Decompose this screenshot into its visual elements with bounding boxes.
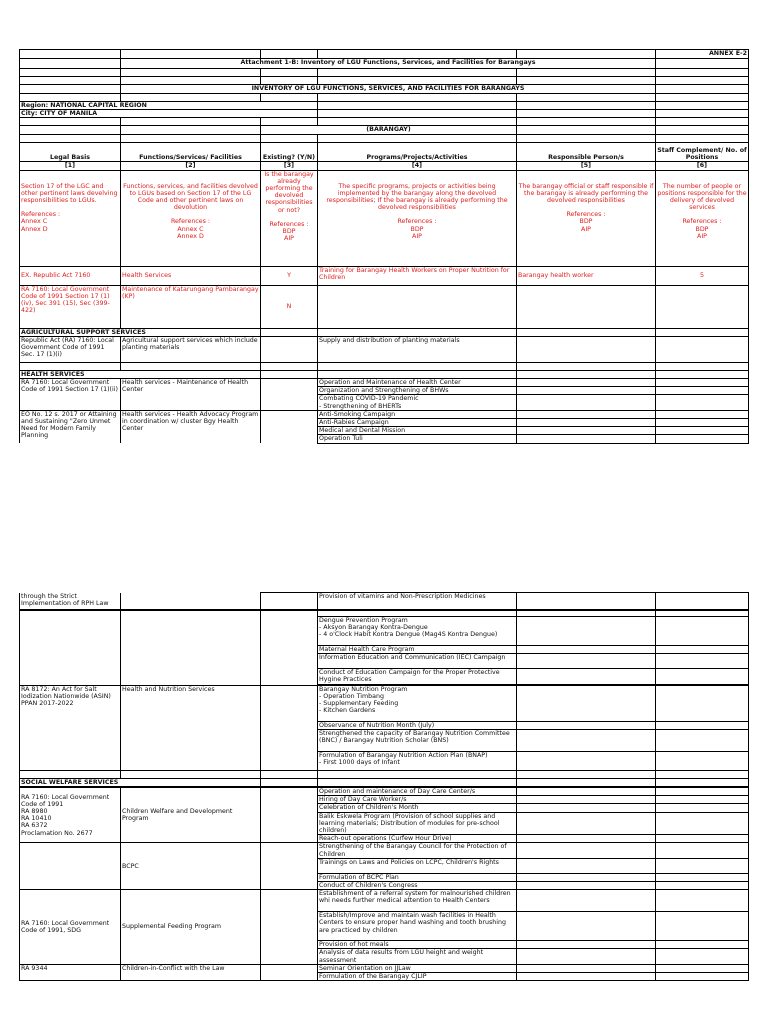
bcpc-function: BCPC <box>121 843 261 890</box>
example-person: Barangay health worker <box>517 266 656 285</box>
example-program <box>318 285 517 328</box>
nutrition-program: Strengthened the capacity of Barangay Nutrition Committee (BNC) / Barangay Nutrition Scholar (BNS) <box>318 729 517 751</box>
example-basis: RA 7160: Local Government Code of 1991 Section 17 (1)(iv), Sec 391 (15), Sec (399-422) <box>20 285 121 328</box>
section-heading-agri: AGRICULTURAL SUPPORT SERVICES <box>20 328 261 336</box>
health-basis-2: EO No. 12 s. 2017 or Attaining and Sustaining "Zero Unmet Need for Modern Family Planning <box>20 410 121 443</box>
col-num-5: [5] <box>517 162 656 170</box>
nutrition-function: Health and Nutrition Services <box>121 685 261 770</box>
col-num-2: [2] <box>121 162 261 170</box>
col-header-existing: Existing? (Y/N) <box>261 143 318 162</box>
col-num-6: [6] <box>656 162 749 170</box>
health-function-2: Health services - Health Advocacy Program in coordination w/ cluster Bgy Health Center <box>121 410 261 443</box>
col-header-legal-basis: Legal Basis <box>20 143 121 162</box>
guide-existing: Is the barangay already performing the devolved responsibilities or not? <box>264 170 314 214</box>
table-row <box>20 336 749 362</box>
health-program: Anti-Smoking Campaign <box>318 410 517 418</box>
sfp-program: Analysis of data results from LGU height and weight assessment <box>318 949 517 964</box>
col-header-functions: Functions/Services/ Facilities <box>121 143 261 162</box>
inventory-title: INVENTORY OF LGU FUNCTIONS, SERVICES, AND FACILITIES FOR BARANGAYS <box>121 85 656 94</box>
guide-legal-basis: Section 17 of the LGC and other pertinent laws develving responsibilities to LGUs. <box>21 182 118 205</box>
bcpc-program: Trainings on Laws and Policies on LCPC, Children's Rights <box>318 858 517 873</box>
health-program: Conduct of Education Campaign for the Proper Protective Hygine Practices <box>318 669 517 684</box>
cicl-function: Children-in-Conflict with the Law <box>121 964 261 980</box>
agri-basis: Republic Act (RA) 7160: Local Government Code of 1991 Sec. 17 (1)(i) <box>20 336 121 362</box>
sfp-program: Establish/Improve and maintain wash facilities in Health Centers to ensure proper hand washing and tooth brushing are practiced by children <box>318 912 517 941</box>
example-staff <box>656 285 749 328</box>
guide-staff: The number of people or positions responsible for the delivery of devolved services <box>657 182 747 212</box>
guide-staff-refs: References : BDP AIP <box>682 218 722 240</box>
example-existing: Y <box>261 266 318 285</box>
nutrition-program: Observance of Nutrition Month (July) <box>318 721 517 729</box>
cicl-basis: RA 9344 <box>20 964 121 980</box>
guide-row <box>20 170 749 266</box>
section-heading-social: SOCIAL WELFARE SERVICES <box>20 778 261 787</box>
guide-functions-refs: References : Annex C Annex D <box>170 218 211 240</box>
col-header-responsible: Responsible Person/s <box>517 143 656 162</box>
bcpc-program: Strengthening of the Barangay Council for the Protection of Children <box>318 843 517 858</box>
example-staff: 5 <box>656 266 749 285</box>
col-header-staff: Staff Complement/ No. of Positions <box>656 143 749 162</box>
inventory-table-page-2 <box>19 592 749 981</box>
social-program: Celebration of Children's Month <box>318 804 517 812</box>
agri-program: Supply and distribution of planting materials <box>318 336 517 362</box>
cicl-program: Formulation of the Barangay CJLIP <box>318 973 517 981</box>
guide-responsible-refs: References : BDP AIP <box>566 211 606 233</box>
health-function-1: Health services - Maintenance of Health Center <box>121 379 261 411</box>
col-num-4: [4] <box>318 162 517 170</box>
health-program: Dengue Prevention Program - Aksyon Barangay Kontra-Dengue - 4 o'Clock Habit Kontra Dengue (Mag4S Kontra Dengue) <box>318 617 517 646</box>
health-program: Information Education and Communication (IEC) Campaign <box>318 654 517 669</box>
social-program: Operation and maintenance of Day Care Center/s <box>318 787 517 796</box>
guide-functions: Functions, services, and facilities devolved to LGUs based on Section 17 of the LG Code and other pertinent laws on devolution <box>123 182 258 212</box>
section-heading-health: HEALTH SERVICES <box>20 370 261 378</box>
health-program: Operation and Maintenance of Health Center <box>318 379 517 387</box>
nutrition-program: Formulation of Barangay Nutrition Action Plan (BNAP) - First 1000 days of Infant <box>318 751 517 770</box>
health-program: Provision of vitamins and Non-Prescription Medicines <box>318 593 517 610</box>
barangay-label: (BARANGAY) <box>261 126 517 135</box>
health-program: Maternal Health Care Program <box>318 646 517 654</box>
social-program: Hiring of Day Care Worker/s <box>318 796 517 804</box>
col-num-3: [3] <box>261 162 318 170</box>
guide-legal-basis-refs: References : Annex C Annex D <box>21 211 61 233</box>
social-program: Reach-out operations (Curfew Hour Drive) <box>318 835 517 843</box>
sfp-program: Establishment of a referral system for malnourished children whi needs further medical attention to Health Centers <box>318 890 517 912</box>
example-function: Health Services <box>121 266 261 285</box>
bcpc-program: Conduct of Children's Congress <box>318 882 517 890</box>
sfp-program: Provision of hot meals <box>318 941 517 949</box>
annex-label: ANNEX E-2 <box>656 50 749 59</box>
health-program: Combating COVID-19 Pandemic - Strengthening of BHERTs <box>318 395 517 410</box>
nutrition-program: Barangay Nutrition Program - Operation Timbang - Supplementary Feeding - Kitchen Gardens <box>318 685 517 721</box>
example-row <box>20 285 749 328</box>
region-label: Region: NATIONAL CAPITAL REGION <box>20 102 318 110</box>
col-header-programs: Programs/Projects/Activities <box>318 143 517 162</box>
page-2 <box>0 520 768 1024</box>
health-program <box>318 610 517 617</box>
bcpc-program: Formulation of BCPC Plan <box>318 873 517 881</box>
health-program: Organization and Strengthening of BHWs <box>318 387 517 395</box>
nutrition-basis: RA 8172: An Act for Salt Iodization Nationwide (ASIN) PPAN 2017-2022 <box>20 685 121 770</box>
health-basis-cont: through the Strict Implementation of RPH Law <box>20 593 121 610</box>
sfp-function: Supplemental Feeding Program <box>121 890 261 965</box>
cicl-program: Seminar Orientation on JJLaw <box>318 964 517 972</box>
guide-existing-refs: References : BDP AIP <box>269 220 309 243</box>
inventory-table-page-1 <box>19 49 749 444</box>
health-basis-1: RA 7160: Local Government Code of 1991 Section 17 (1)(ii) <box>20 379 121 411</box>
example-basis: EX. Republic Act 7160 <box>20 266 121 285</box>
agri-function: Agricultural support services which include planting materials <box>121 336 261 362</box>
attachment-title: Attachment 1-B: Inventory of LGU Functions, Services, and Facilities for Barangays <box>121 59 656 69</box>
city-label: City: CITY OF MANILA <box>20 110 318 118</box>
example-person <box>517 285 656 328</box>
health-program: Anti-Rabies Campaign <box>318 419 517 427</box>
guide-programs: The specific programs, projects or activities being implemented by the barangay along the devolved responsibilities; If the barangay is already performing the devolved responsibilities <box>326 182 508 212</box>
col-num-1: [1] <box>20 162 121 170</box>
example-program: Training for Barangay Health Workers on Proper Nutrition for Children <box>318 266 517 285</box>
example-function: Maintenance of Katarungang Pambarangay (KP) <box>121 285 261 328</box>
health-program: Operation Tuli <box>318 435 517 443</box>
guide-responsible: The barangay official or staff responsible if the barangay is already performing the devolved responsibilities <box>518 182 654 205</box>
social-program: Balik Eskwela Program (Provision of school supplies and learning materials; Distribution of modules for pre-school children) <box>318 812 517 835</box>
sfp-basis: RA 7160: Local Government Code of 1991, SDG <box>20 890 121 965</box>
social-basis: RA 7160: Local Government Code of 1991 RA 8980 RA 10410 RA 6372 Proclamation No. 2677 <box>20 787 121 843</box>
children-welfare-function: Children Welfare and Development Program <box>121 787 261 843</box>
health-program: Medical and Dental Mission <box>318 427 517 435</box>
example-row <box>20 266 749 285</box>
guide-programs-refs: References : BDP AIP <box>397 218 437 240</box>
example-existing: N <box>261 285 318 328</box>
